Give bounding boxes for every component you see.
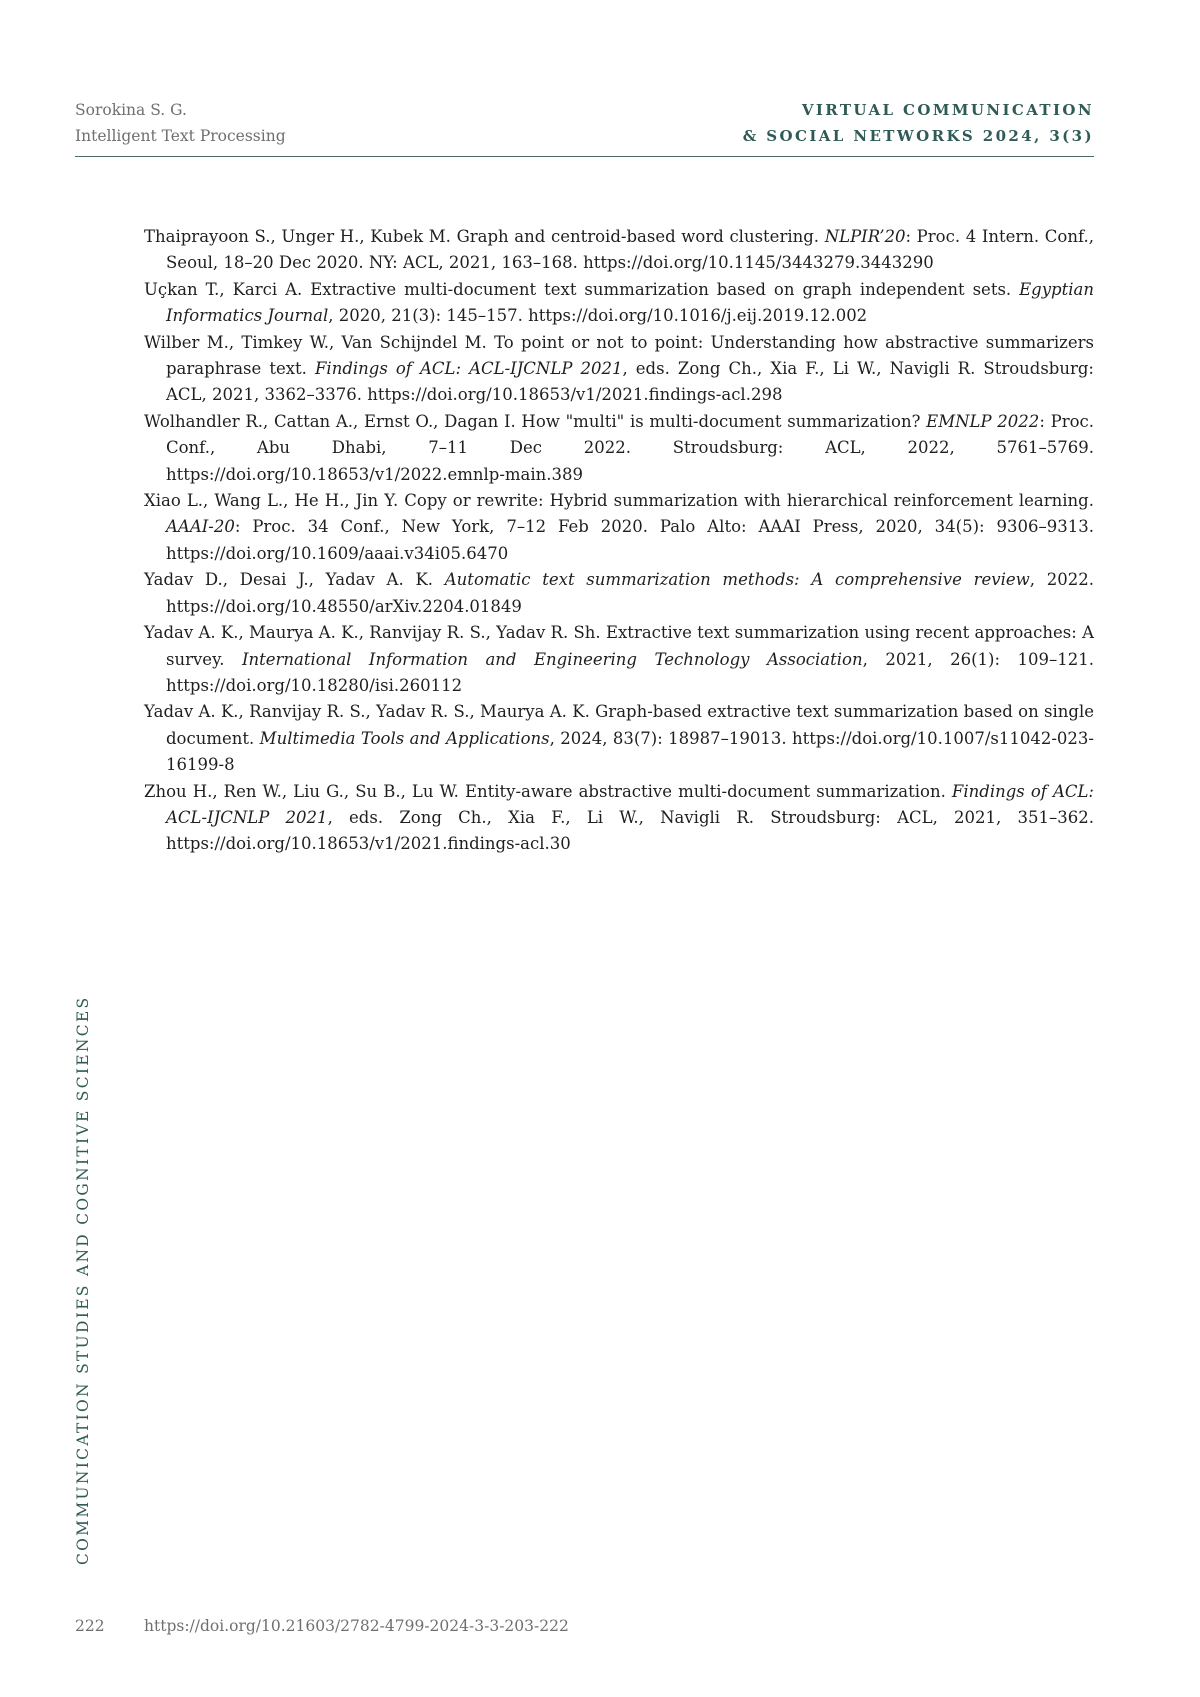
reference-item <box>144 277 1094 330</box>
header-left <box>75 97 286 149</box>
reference-details: , 2024, 83(7): 18987–19013. https://doi.org/10.1007/s11042-023-16199-8 <box>166 728 1094 775</box>
reference-details: , 2020, 21(3): 145–157. https://doi.org/10.1016/j.eij.2019.12.002 <box>328 306 868 326</box>
reference-source: EMNLP 2022 <box>926 411 1040 431</box>
reference-source: International Information and Engineering Technology Association <box>241 649 863 669</box>
reference-item <box>144 699 1094 778</box>
reference-text: Uçkan T., Karci A. Extractive multi-document text summarization based on graph independent sets. <box>144 279 1020 299</box>
side-section-title: COMMUNICATION STUDIES AND COGNITIVE SCIENCES <box>74 995 92 1565</box>
reference-details: : Proc. Conf., Abu Dhabi, 7–11 Dec 2022. Stroudsburg: ACL, 2022, 5761–5769. https://doi.org/10.18653/v1/2022.emnlp-main.389 <box>166 411 1094 484</box>
reference-text: Yadav A. K., Ranvijay R. S., Yadav R. S., Maurya A. K. Graph-based extractive text summarization based on single document. <box>144 702 1094 748</box>
reference-text: Wilber M., Timkey W., Van Schijndel M. To point or not to point: Understanding how abstractive summarizers paraphrase text. <box>144 332 1094 379</box>
page-number: 222 <box>75 1617 105 1635</box>
page-footer <box>75 1616 569 1636</box>
reference-text: Xiao L., Wang L., He H., Jin Y. Copy or rewrite: Hybrid summarization with hierarchical reinforcement learning. <box>144 491 1094 511</box>
reference-source: Egyptian Informatics Journal <box>166 279 1094 326</box>
reference-text: Yadav A. K., Maurya A. K., Ranvijay R. S., Yadav R. Sh. Extractive text summarization using recent approaches: A survey. <box>144 623 1094 669</box>
header-section: Intelligent Text Processing <box>75 127 286 145</box>
journal-title-line-2: & SOCIAL NETWORKS 2024, 3(3) <box>742 127 1094 145</box>
reference-source: Multimedia Tools and Applications <box>259 728 550 748</box>
reference-source: Findings of ACL: ACL-IJCNLP 2021 <box>166 781 1094 827</box>
article-doi: https://doi.org/10.21603/2782-4799-2024-3-3-203-222 <box>144 1617 569 1635</box>
reference-item <box>144 224 1094 277</box>
header-author: Sorokina S. G. <box>75 101 187 119</box>
reference-source: NLPIR’20 <box>824 227 906 246</box>
reference-details: , eds. Zong Ch., Xia F., Li W., Navigli R. Stroudsburg: ACL, 2021, 3362–3376. https://doi.org/10.18653/v1/2021.findings-acl.298 <box>166 359 1094 405</box>
reference-text: Yadav D., Desai J., Yadav A. K. <box>144 570 445 590</box>
page-header <box>75 97 1094 157</box>
reference-text: Thaiprayoon S., Unger H., Kubek M. Graph and centroid-based word clustering. <box>144 227 825 246</box>
reference-details: : Proc. 34 Conf., New York, 7–12 Feb 2020. Palo Alto: AAAI Press, 2020, 34(5): 9306–9313. https://doi.org/10.1609/aaai.v34i05.6470 <box>166 517 1094 563</box>
reference-item <box>144 567 1094 620</box>
reference-item <box>144 620 1094 699</box>
reference-source: Automatic text summarization methods: A comprehensive review <box>444 570 1030 590</box>
reference-details: : Proc. 4 Intern. Conf., Seoul, 18–20 Dec 2020. NY: ACL, 2021, 163–168. https://doi.org/10.1145/3443279.3443290 <box>166 227 1094 273</box>
journal-title-line-1: VIRTUAL COMMUNICATION <box>801 101 1094 119</box>
reference-details: , 2022. https://doi.org/10.48550/arXiv.2204.01849 <box>166 570 1094 616</box>
reference-text: Zhou H., Ren W., Liu G., Su B., Lu W. Entity-aware abstractive multi-document summarization. <box>144 781 952 801</box>
reference-item <box>144 488 1094 567</box>
header-divider <box>75 156 1094 157</box>
reference-source: Findings of ACL: ACL-IJCNLP 2021 <box>314 359 623 379</box>
reference-details: , 2021, 26(1): 109–121. https://doi.org/10.18280/isi.260112 <box>166 649 1094 695</box>
reference-details: , eds. Zong Ch., Xia F., Li W., Navigli R. Stroudsburg: ACL, 2021, 351–362. https://doi.org/10.18653/v1/2021.findings-acl.30 <box>166 807 1094 854</box>
reference-item <box>144 330 1094 409</box>
journal-title <box>743 97 1094 149</box>
reference-source: AAAI-20 <box>166 517 235 537</box>
reference-item <box>144 779 1094 858</box>
reference-list <box>144 224 1094 858</box>
reference-item <box>144 409 1094 488</box>
reference-text: Wolhandler R., Cattan A., Ernst O., Dagan I. How "multi" is multi-document summarization? <box>144 411 927 431</box>
